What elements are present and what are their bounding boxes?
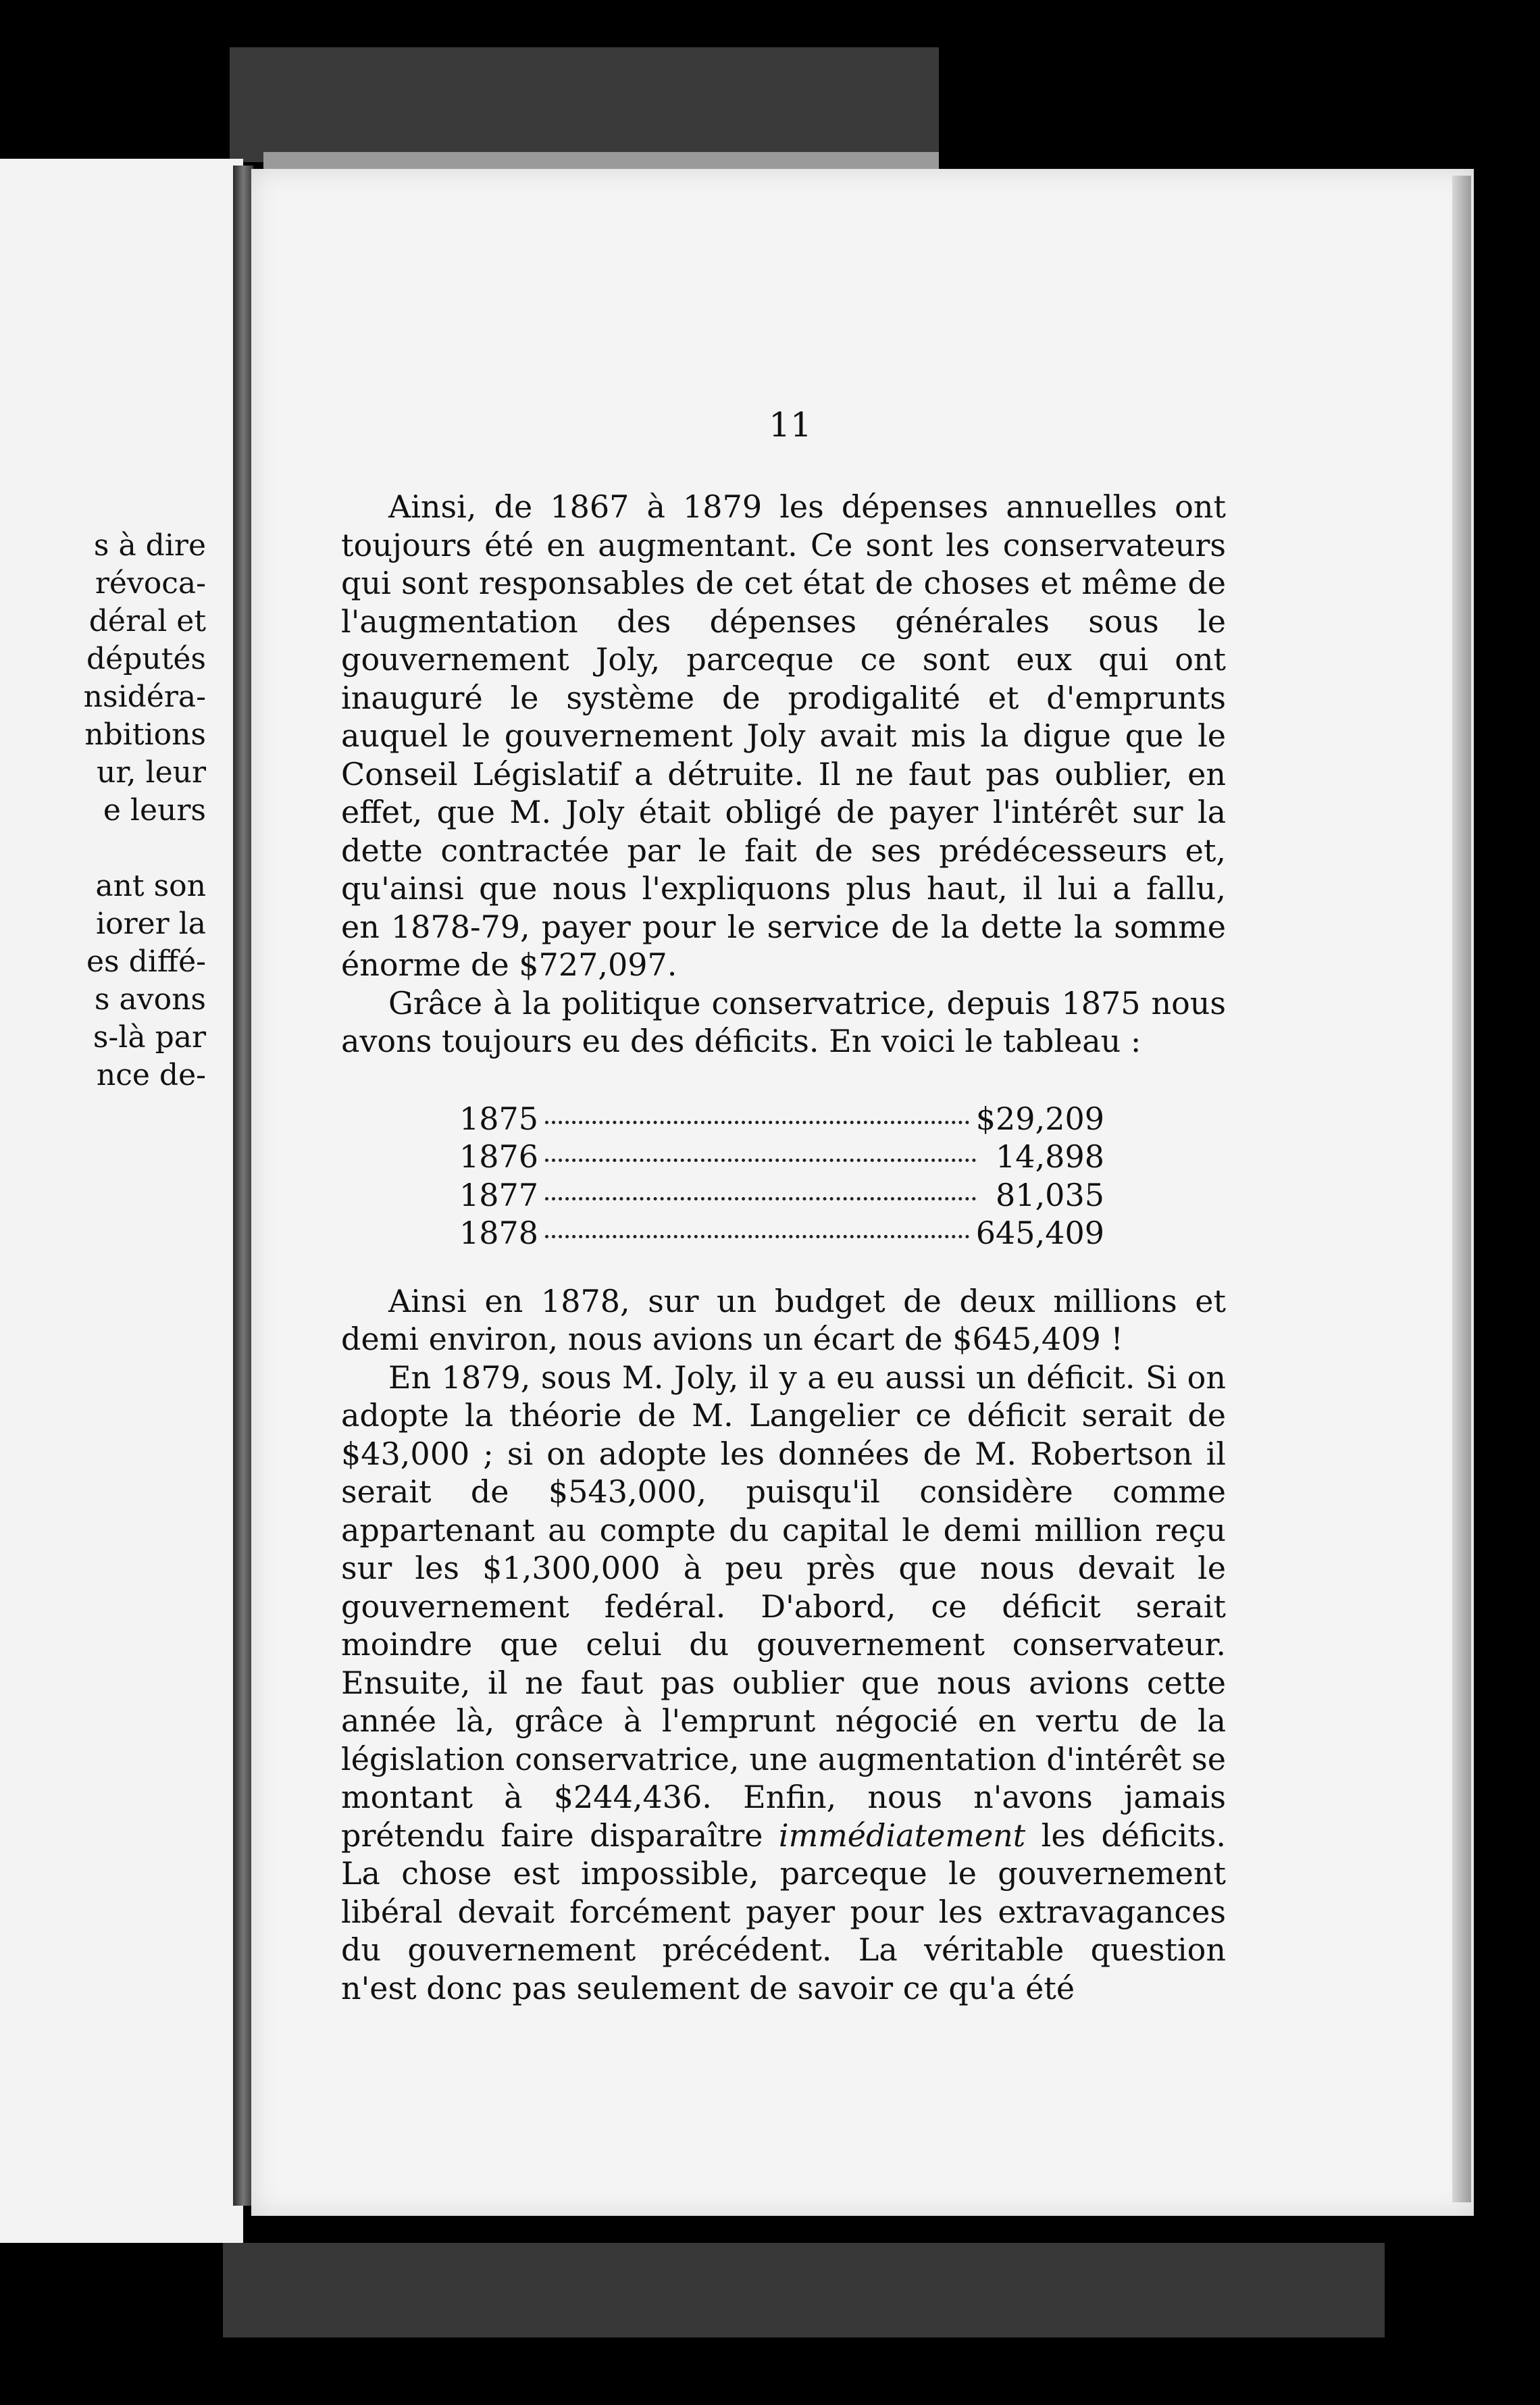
emphasized-word: immédiatement xyxy=(778,1817,1026,1854)
paragraph: Ainsi, de 1867 à 1879 les dépenses annuelles ont toujours été en augmentant. Ce sont les conservateurs qui sont responsables de cet état de choses et même de l'augmentation des dépenses générales sous le gouvernement Joly, parceque ce sont eux qui ont inauguré le système de prodigalité et d'emprunts auquel le gouvernement Joly avait mis la digue que le Conseil Législatif a détruite. Il ne faut pas oublier, en effet, que M. Joly était obligé de payer l'intérêt sur la dette contractée par le fait de ses prédécesseurs et, qu'ainsi que nous l'expliquons plus haut, il lui a fallu, en 1878-79, payer pour le service de la dette la somme énorme de $727,097. xyxy=(341,488,1226,983)
page-number: 11 xyxy=(769,405,812,445)
leader-dots xyxy=(545,1121,969,1124)
table-year: 1875 xyxy=(459,1100,539,1137)
left-fragment: s avons xyxy=(94,982,206,1017)
leader-dots xyxy=(545,1159,976,1162)
table-amount: 645,409 xyxy=(975,1215,1104,1251)
table-amount: 14,898 xyxy=(996,1138,1104,1175)
scanner-top-band xyxy=(230,47,939,162)
paragraph: Grâce à la politique conservatrice, depuis 1875 nous avons toujours eu des déficits. En voici le tableau : xyxy=(341,984,1226,1059)
table-year: 1876 xyxy=(459,1138,539,1175)
scanner-bottom-band xyxy=(223,2243,1385,2337)
left-fragment: nsidéra- xyxy=(83,680,206,714)
paragraph-text: En 1879, sous M. Joly, il y a eu aussi un déficit. Si on adopte la théorie de M. Langelier ce déficit serait de $43,000 ; si on adopte les données de M. Robertson il serait de $543,000, puisqu'il considère comme appartenant au compte du capital le demi million reçu sur les $1,300,000 à peu près que nous devait le gouvernement fedéral. D'abord, ce déficit serait moindre que celui du gouvernement conservateur. Ensuite, il ne faut pas oublier que nous avions cette année là, grâce à l'emprunt négocié en vertu de la législation conservatrice, une augmentation d'intérêt se montant à $244,436. Enfin, nous n'avons jamais prétendu faire disparaître xyxy=(341,1359,1226,1854)
left-fragment: nce de- xyxy=(96,1058,206,1092)
paragraph xyxy=(341,1359,1226,2008)
deficit-table xyxy=(341,1100,1104,1252)
table-row xyxy=(459,1100,1104,1138)
table-amount: $29,209 xyxy=(975,1100,1104,1137)
left-fragment: ur, leur xyxy=(97,755,206,790)
table-row xyxy=(459,1176,1104,1215)
left-facing-page xyxy=(0,159,243,2243)
paragraph-text: les déficits. La chose est impossible, parceque le gouvernement libéral devait forcément payer pour les extravagances du gouvernement précédent. La véritable question n'est donc pas seulement de savoir ce qu'a été xyxy=(341,1817,1227,2006)
left-fragment: s-là par xyxy=(93,1020,206,1055)
book-spine xyxy=(233,166,253,2206)
leader-dots xyxy=(545,1235,969,1238)
table-amount: 81,035 xyxy=(996,1176,1104,1213)
left-fragment: nbitions xyxy=(84,717,206,752)
left-fragment: députés xyxy=(86,642,206,676)
table-year: 1878 xyxy=(459,1215,539,1251)
table-row xyxy=(459,1214,1104,1252)
left-fragment: es diffé- xyxy=(86,944,206,979)
left-fragment: ant son xyxy=(95,869,206,903)
page-body xyxy=(341,488,1226,2007)
left-fragment: e leurs xyxy=(103,793,206,828)
page-edge xyxy=(1452,176,1471,2202)
leader-dots xyxy=(545,1197,976,1200)
left-fragment: révoca- xyxy=(95,566,206,601)
table-row xyxy=(459,1138,1104,1176)
paragraph: Ainsi en 1878, sur un budget de deux millions et demi environ, nous avions un écart de $645,409 ! xyxy=(341,1282,1226,1357)
left-fragment: déral et xyxy=(88,604,206,638)
table-year: 1877 xyxy=(459,1176,539,1213)
left-fragment: iorer la xyxy=(96,907,206,941)
left-fragment: s à dire xyxy=(93,528,206,563)
